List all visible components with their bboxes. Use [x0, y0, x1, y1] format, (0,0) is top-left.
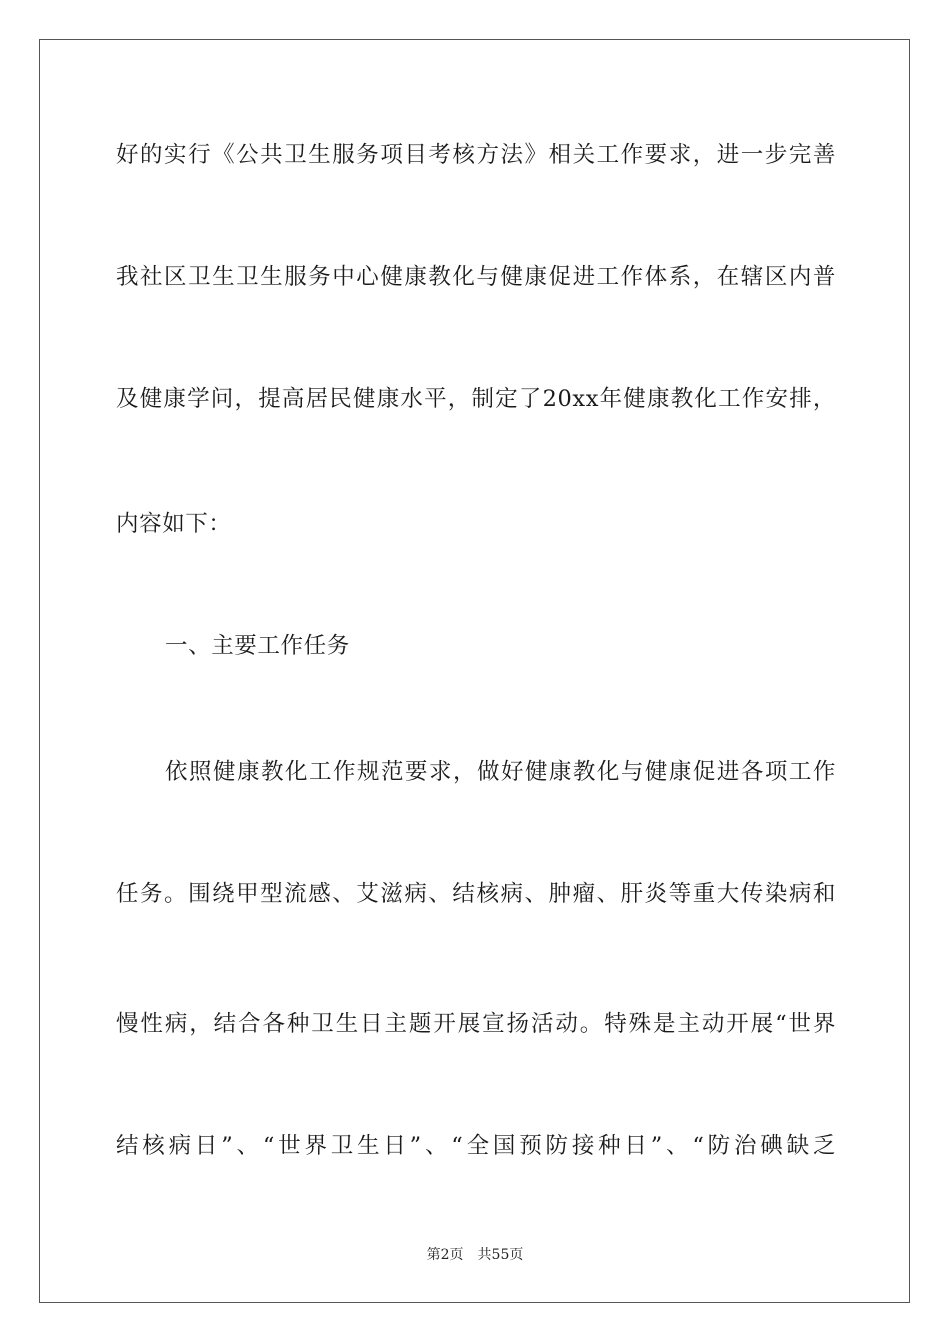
paragraph-line: 好的实行《公共卫生服务项目考核方法》相关工作要求，进一步完善: [116, 142, 836, 168]
section-heading: 一、主要工作任务: [165, 633, 350, 659]
paragraph-line: 我社区卫生卫生服务中心健康教化与健康促进工作体系，在辖区内普: [116, 264, 836, 290]
paragraph-line: 任务。围绕甲型流感、艾滋病、结核病、肿瘤、肝炎等重大传染病和: [116, 881, 836, 907]
paragraph-line: 内容如下：: [116, 511, 232, 537]
paragraph-line: 结核病日”、“世界卫生日”、“全国预防接种日”、“防治碘缺乏: [116, 1133, 836, 1159]
paragraph-line: 及健康学问，提高居民健康水平，制定了20xx年健康教化工作安排，: [116, 386, 836, 412]
paragraph-line: 慢性病，结合各种卫生日主题开展宣扬活动。特殊是主动开展“世界: [116, 1011, 836, 1037]
paragraph-line: 依照健康教化工作规范要求，做好健康教化与健康促进各项工作: [165, 759, 836, 785]
page-number: 第2页: [426, 1247, 464, 1263]
page-border: [39, 39, 910, 1303]
page-total: 共55页: [477, 1247, 524, 1263]
page-footer: [0, 1246, 950, 1264]
